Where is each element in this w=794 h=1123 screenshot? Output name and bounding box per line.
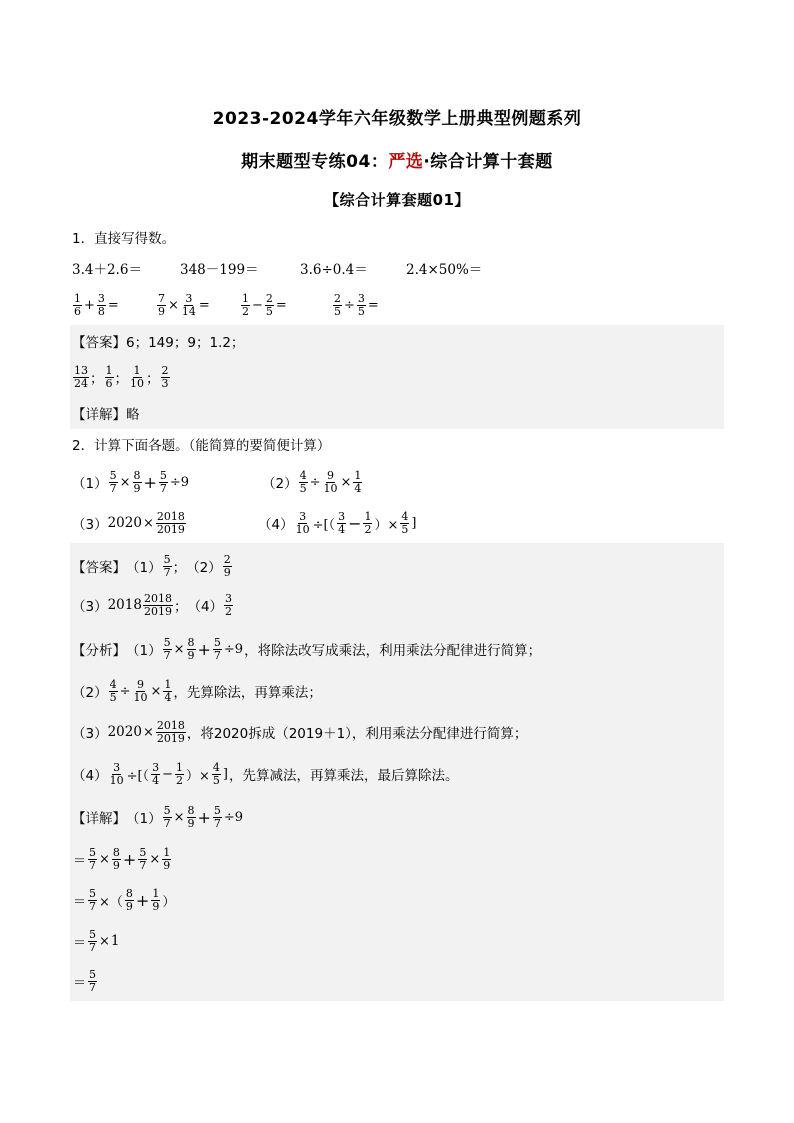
- q2-analysis-4: （4） $\frac{3}{10}$ ÷[（ $\frac{3}{4}$ − $\frac{1}{2}$ ）× $\frac{4}{5}$ ] ，先算减法，再算乘法，最后算除法。: [72, 760, 459, 787]
- q1-answer: [72, 327, 244, 355]
- fraction: $\frac{1}{2}$: [242, 291, 249, 318]
- detail-label: 【详解】: [72, 811, 126, 827]
- number-2020: 2020: [107, 515, 142, 531]
- fraction: $\frac{1}{10}$: [130, 363, 144, 390]
- q2-row2: （3） 2020 × $\frac{2018}{2019}$ （4） $\frac{3}{10}$ ÷[（ $\frac{3}{4}$ − $\frac{1}{2}$ ）× $\frac{4}{5}$ ]: [72, 509, 417, 536]
- fraction: $\frac{1}{6}$: [105, 363, 113, 390]
- q2-step-3: ＝ $\frac{5}{7}$ × 1: [73, 927, 120, 954]
- q1-r1-d: 2.4×50%＝: [406, 262, 483, 278]
- answer-label: 【答案】: [72, 335, 126, 351]
- q1-heading: 1．直接写得数。: [72, 231, 176, 247]
- answer-text: 6；149；9；1.2；: [126, 335, 245, 351]
- q2-analysis-2: （2） $\frac{4}{5}$ ÷ $\frac{9}{10}$ × $\frac{1}{4}$ ，先算除法，再算乘法；: [72, 677, 322, 704]
- q2-step-4: ＝ $\frac{5}{7}$: [73, 967, 97, 994]
- fraction: $\frac{3}{14}$: [181, 291, 196, 318]
- q1-row1-items: [72, 254, 482, 282]
- fraction: $\frac{7}{9}$: [158, 291, 165, 318]
- fraction: $\frac{2}{5}$: [265, 291, 273, 318]
- part-1-label: （1）: [72, 476, 108, 492]
- part-2-label: （2）: [262, 476, 298, 492]
- q2-row1: （1） $\frac{5}{7}$ × $\frac{8}{9}$ + $\frac{5}{7}$ ÷9 （2） $\frac{4}{5}$ ÷ $\frac{9}{10}$ × $\frac{1}{4}$: [72, 468, 362, 495]
- subtitle-prefix: 期末题型专练04：: [241, 152, 389, 172]
- q2-heading: 2．计算下面各题。（能简算的要简便计算）: [72, 438, 331, 454]
- fraction: $\frac{3}{8}$: [97, 291, 105, 318]
- q1-r1-a: 3.4＋2.6＝: [72, 262, 142, 278]
- part-3-label: （3）: [72, 517, 108, 533]
- analysis-label: 【分析】: [72, 643, 126, 659]
- set-title: 【综合计算套题01】: [324, 191, 470, 209]
- fraction: $\frac{2}{5}$: [334, 291, 341, 318]
- subtitle-suffix: ·综合计算十套题: [423, 152, 553, 172]
- document-subtitle: [0, 147, 794, 172]
- q2-answer-row2: （3） 2018 $\frac{2018}{2019}$ ； （4） $\frac{3}{2}$: [72, 591, 233, 618]
- q1-r1-b: 348－199＝: [180, 262, 259, 278]
- q1-r1-c: 3.6÷0.4＝: [300, 262, 368, 278]
- q2-answer-row1: 【答案】 （1） $\frac{5}{7}$ ； （2） $\frac{2}{9}$: [72, 552, 231, 579]
- q2-detail-1: 【详解】 （1） $\frac{5}{7}$ × $\frac{8}{9}$ + $\frac{5}{7}$ ÷9: [72, 803, 244, 830]
- q2-analysis-3: （3） 2020 × $\frac{2018}{2019}$ ，将2020拆成（2019＋1），利用乘法分配律进行简算；: [72, 718, 528, 745]
- part-4-label: （4）: [258, 517, 294, 533]
- q2-step-1: ＝ $\frac{5}{7}$ × $\frac{8}{9}$ + $\frac{5}{7}$ × $\frac{1}{9}$: [73, 845, 171, 872]
- fraction: $\frac{1}{6}$: [74, 291, 81, 318]
- answer-label: 【答案】: [72, 560, 126, 576]
- document-title: 2023-2024学年六年级数学上册典型例题系列: [212, 109, 582, 129]
- fraction: $\frac{3}{5}$: [357, 291, 365, 318]
- subtitle-highlight: 严选: [388, 152, 424, 172]
- q2-step-2: ＝ $\frac{5}{7}$ ×（ $\frac{8}{9}$ + $\frac{1}{9}$ ）: [73, 886, 176, 913]
- q1-row2: $\frac{1}{6}$ + $\frac{3}{8}$ = $\frac{7}{9}$ × $\frac{3}{14}$ = $\frac{1}{2}$ − $\frac{2}{5}$ = $\frac{2}{5}$ ÷ $\frac{3}{5}$ =: [74, 291, 379, 318]
- q2-analysis-1: 【分析】 （1） $\frac{5}{7}$ × $\frac{8}{9}$ + $\frac{5}{7}$ ÷9 ，将除法改写成乘法，利用乘法分配律进行简算；: [72, 635, 542, 662]
- detail-label: 【详解】: [72, 407, 126, 423]
- q1-detail: [72, 399, 140, 427]
- fraction: $\frac{2}{3}$: [161, 363, 169, 390]
- q1-answer-fractions: $\frac{13}{24}$ ； $\frac{1}{6}$ ； $\frac{1}{10}$ ； $\frac{2}{3}$: [74, 363, 169, 390]
- fraction: $\frac{13}{24}$: [74, 363, 88, 390]
- detail-text: 略: [126, 407, 140, 423]
